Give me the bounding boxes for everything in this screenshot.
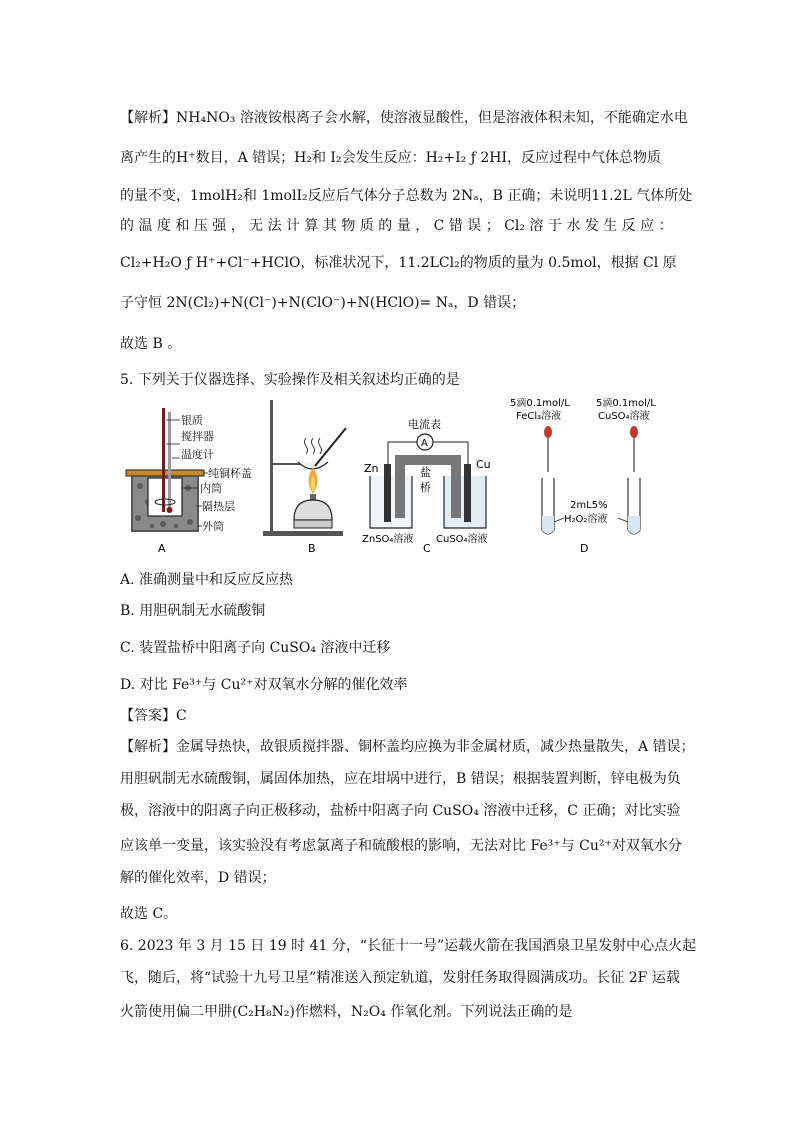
apparatus-figure <box>118 398 698 558</box>
calorimeter-diagram <box>126 408 252 555</box>
q5-option-d: D. 对比 Fe³⁺与 Cu²⁺对双氧水分解的催化效率 <box>120 677 408 693</box>
label-silver: 银质 <box>181 414 203 427</box>
label-thermometer: 温度计 <box>181 448 214 461</box>
q4-analysis-line-2: 离产生的H⁺数目，A 错误；H₂和 I₂会发生反应：H₂+I₂ ƒ 2HI，反应过程中气体总物质 <box>120 150 661 166</box>
tube-volume-label: 2mL5% <box>570 500 608 511</box>
galvanic-cell-diagram <box>362 417 491 555</box>
q5-option-b: B. 用胆矾制无水硫酸铜 <box>120 603 266 619</box>
label-inner-cup: 内筒 <box>200 482 222 495</box>
q4-analysis-line-1: 【解析】NH₄NO₃ 溶液铵根离子会水解，使溶液显酸性，但是溶液体积未知，不能确定水电 <box>120 110 688 126</box>
cu-electrode-label: Cu <box>476 458 491 471</box>
tube-reagent-label: H₂O₂溶液 <box>564 514 608 525</box>
label-copper-lid: 纯铜杯盖 <box>208 467 252 480</box>
q4-conclusion: 故选 B 。 <box>120 336 182 352</box>
label-outer-cup: 外筒 <box>202 520 224 533</box>
q5-option-c: C. 装置盐桥中阳离子向 CuSO₄ 溶液中迁移 <box>120 640 391 656</box>
q5-answer: 【答案】C <box>120 708 187 724</box>
figure-letter-a: A <box>158 542 166 555</box>
q6-stem-line-1: 6. 2023 年 3 月 15 日 19 时 41 分，“长征十一号”运载火箭在我国酒泉卫星发射中心点火起 <box>120 938 697 954</box>
znso4-solution-label: ZnSO₄溶液 <box>362 534 414 545</box>
salt-bridge-label-2: 桥 <box>420 481 431 494</box>
ammeter-symbol: A <box>421 438 428 449</box>
catalysis-comparison-diagram <box>510 398 656 555</box>
q5-conclusion: 故选 C。 <box>120 906 178 922</box>
figure-letter-c: C <box>423 542 431 555</box>
q4-analysis-line-6: 子守恒 2N(Cl₂)+N(Cl⁻)+N(ClO⁻)+N(HClO)= Nₐ，D 错误； <box>120 295 526 311</box>
label-stirrer: 搅拌器 <box>181 430 214 443</box>
salt-bridge-label-1: 盐 <box>420 466 431 479</box>
ammeter-label: 电流表 <box>408 418 441 431</box>
label-insulation: 隔热层 <box>202 500 235 513</box>
heating-diagram <box>263 400 346 555</box>
q5-analysis-line-3: 极，溶液中的阳离子向正极移动，盐桥中阳离子向 CuSO₄ 溶液中迁移，C 正确；对比实验 <box>120 803 681 819</box>
right-dropper-reagent: CuSO₄溶液 <box>598 411 650 422</box>
figure-letter-b: B <box>308 542 316 555</box>
left-dropper-reagent: FeCl₃溶液 <box>516 411 562 422</box>
q4-analysis-line-5: Cl₂+H₂O ƒ H⁺+Cl⁻+HClO，标准状况下，11.2LCl₂的物质的量为 0.5mol，根据 Cl 原 <box>120 255 677 271</box>
q5-analysis-line-2: 用胆矾制无水硫酸铜，属固体加热，应在坩埚中进行，B 错误；根据装置判断，锌电极为负 <box>120 771 681 787</box>
q6-stem-line-2: 飞，随后，将“试验十九号卫星”精准送入预定轨道，发射任务取得圆满成功。长征 2F 运载 <box>120 970 680 986</box>
figure-letter-d: D <box>580 542 589 555</box>
cuso4-solution-label: CuSO₄溶液 <box>436 534 488 545</box>
q4-analysis-line-3: 的量不变，1molH₂和 1molI₂反应后气体分子总数为 2Nₐ，B 正确；未说明11.2L 气体所处 <box>120 188 693 204</box>
zn-electrode-label: Zn <box>364 462 379 475</box>
q4-analysis-line-4: 的 温 度 和 压 强 ， 无 法 计 算 其 物 质 的 量 ， C 错 误 ； Cl₂ 溶 于 水 发 生 反 应 ： <box>120 218 673 234</box>
q6-stem-line-3: 火箭使用偏二甲肼(C₂H₈N₂)作燃料，N₂O₄ 作氧化剂。下列说法正确的是 <box>120 1004 573 1020</box>
q5-stem: 5. 下列关于仪器选择、实验操作及相关叙述均正确的是 <box>120 372 460 388</box>
left-dropper-amount: 5滴0.1mol/L <box>510 398 570 409</box>
q5-option-a: A. 准确测量中和反应反应热 <box>120 572 294 588</box>
q5-analysis-line-5: 解的催化效率，D 错误； <box>120 870 276 886</box>
right-dropper-amount: 5滴0.1mol/L <box>596 398 656 409</box>
q5-analysis-line-4: 应该单一变量，该实验没有考虑氯离子和硫酸根的影响，无法对比 Fe³⁺与 Cu²⁺对双氧水分 <box>120 838 682 854</box>
q5-analysis-line-1: 【解析】金属导热快，故银质搅拌器、铜杯盖均应换为非金属材质，减少热量散失，A 错误； <box>120 739 695 755</box>
